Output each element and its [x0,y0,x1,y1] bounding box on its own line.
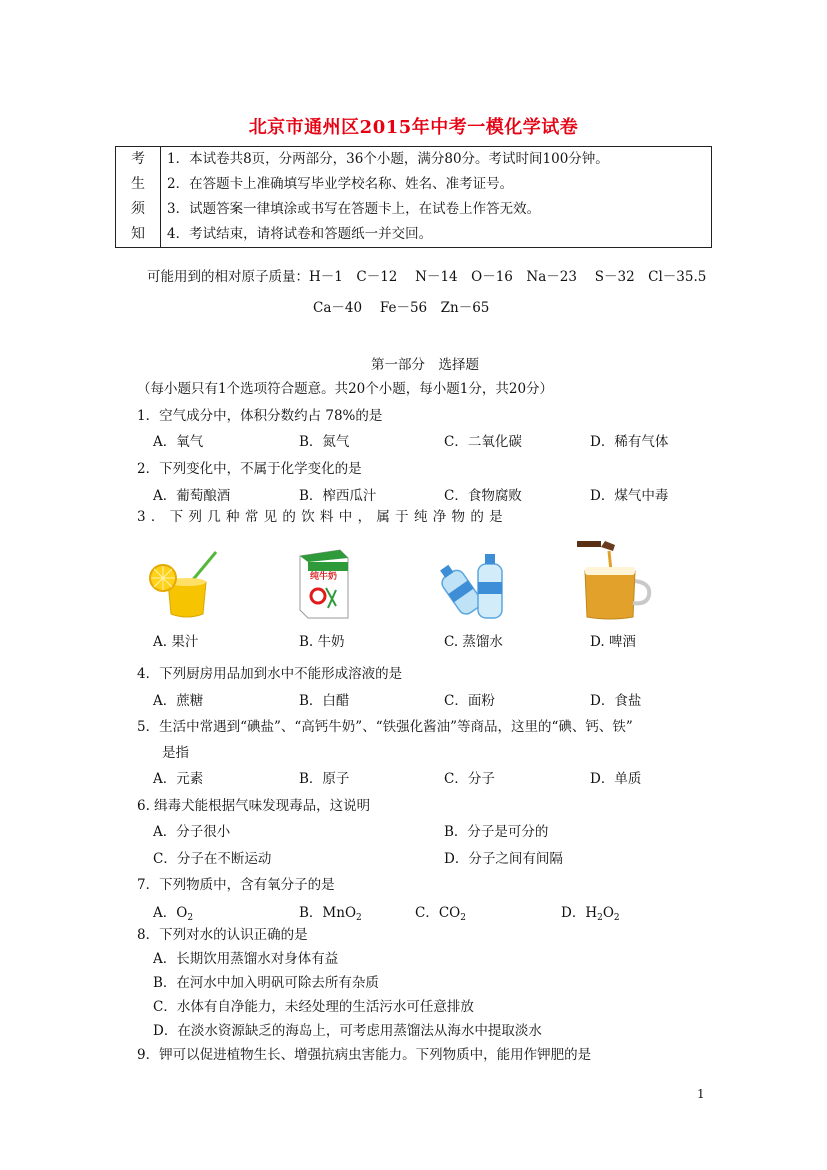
question-4-stem: 4．下列厨房用品加到水中不能形成溶液的是 [137,666,403,682]
q6-option-c[interactable]: C．分子在不断运动 [153,851,272,867]
notice-item: 4．考试结束，请将试卷和答题纸一并交回。 [167,226,433,242]
notice-item: 3．试题答案一律填涂或书写在答题卡上，在试卷上作答无效。 [167,201,541,217]
q5-option-c[interactable]: C．分子 [444,771,495,787]
question-9-stem: 9．钾可以促进植物生长、增强抗病虫害能力。下列物质中，能用作钾肥的是 [137,1047,592,1063]
water-bottles-image [432,548,512,620]
notice-label-char: 生 [131,176,145,192]
page-number: 1 [697,1087,705,1101]
q7-option-d[interactable] [561,901,620,923]
q8-option-c[interactable]: C．水体有自净能力，未经处理的生活污水可任意排放 [153,999,474,1015]
atomic-mass-line-2: Ca－40 Fe－56 Zn－65 [313,300,490,316]
formula-subscript: 2 [597,913,603,923]
question-7-stem: 7．下列物质中，含有氧分子的是 [137,877,335,893]
question-1-stem: 1．空气成分中，体积分数约占 78%的是 [137,408,383,424]
formula-text: A．O [153,905,188,921]
q7-option-b[interactable] [299,901,362,923]
question-6-stem: 6. 缉毒犬能根据气味发现毒品，这说明 [137,798,371,814]
part1-heading: 第一部分 选择题 [371,357,479,373]
q7-option-c[interactable] [415,901,466,923]
milk-carton-image [292,548,356,620]
q6-option-d[interactable]: D．分子之间有间隔 [444,851,563,867]
formula-subscript: 2 [356,913,362,923]
notice-label-char: 须 [131,201,145,217]
notice-label [116,147,161,248]
part1-instruction: （每小题只有1个选项符合题意。共20个小题，每小题1分，共20分） [137,381,554,397]
formula-text: C．CO [415,905,461,921]
q3-option-d[interactable]: D. 啤酒 [590,634,636,650]
formula-text: D．H [561,905,598,921]
q1-option-d[interactable]: D．稀有气体 [590,434,669,450]
q2-option-d[interactable]: D．煤气中毒 [590,488,669,504]
q3-option-c[interactable]: C. 蒸馏水 [444,634,503,650]
q7-option-a[interactable] [153,901,193,923]
q8-option-d[interactable]: D．在淡水资源缺乏的海岛上，可考虑用蒸馏法从海水中提取淡水 [153,1023,542,1039]
q8-option-a[interactable]: A．长期饮用蒸馏水对身体有益 [153,951,339,967]
formula-text: B．MnO [299,905,357,921]
notice-label-char: 知 [131,226,145,242]
beer-mug-image [577,541,657,621]
q2-option-b[interactable]: B．榨西瓜汁 [299,488,377,504]
notice-item: 2．在答题卡上准确填写毕业学校名称、姓名、准考证号。 [167,176,514,192]
question-2-stem: 2．下列变化中，不属于化学变化的是 [137,461,362,477]
formula-subscript: 2 [187,913,194,923]
q4-option-b[interactable]: B．白醋 [299,693,350,709]
formula-text: O [602,905,614,921]
juice-glass-image [146,548,224,620]
q6-option-a[interactable]: A．分子很小 [153,824,231,840]
question-5-stem-cont: 是指 [162,745,189,761]
q6-option-b[interactable]: B．分子是可分的 [444,824,549,840]
formula-subscript: 2 [613,913,620,923]
q8-option-b[interactable]: B．在河水中加入明矾可除去所有杂质 [153,975,379,991]
q5-option-d[interactable]: D．单质 [590,771,642,787]
question-8-stem: 8．下列对水的认识正确的是 [137,927,308,943]
exam-notice-box [115,146,712,248]
question-3-stem: 3 ． 下 列 几 种 常 见 的 饮 料 中 ， 属 于 纯 净 物 的 是 [137,509,504,525]
q2-option-c[interactable]: C．食物腐败 [444,488,522,504]
question-5-stem: 5．生活中常遇到“碘盐”、“高钙牛奶”、“铁强化酱油”等商品，这里的“碘、钙、铁” [137,719,633,735]
q1-option-b[interactable]: B．氮气 [299,434,350,450]
q3-option-b[interactable]: B. 牛奶 [299,634,345,650]
q5-option-a[interactable]: A．元素 [153,771,204,787]
q4-option-d[interactable]: D．食盐 [590,693,642,709]
formula-subscript: 2 [460,913,466,923]
q3-option-a[interactable]: A. 果汁 [153,634,199,650]
notice-items [161,147,712,248]
q1-option-a[interactable]: A．氧气 [153,434,204,450]
atomic-mass-line-1: 可能用到的相对原子质量：H－1 C－12 N－14 O－16 Na－23 S－32 Cl－35.5 [147,269,707,285]
q1-option-c[interactable]: C．二氧化碳 [444,434,522,450]
exam-title: 北京市通州区2015年中考一模化学试卷 [248,117,579,138]
notice-item: 1．本试卷共8页，分两部分，36个小题，满分80分。考试时间100分钟。 [167,151,609,167]
q4-option-c[interactable]: C．面粉 [444,693,495,709]
q2-option-a[interactable]: A．葡萄酿酒 [153,488,231,504]
milk-box-label: 纯牛奶 [310,572,338,582]
q5-option-b[interactable]: B．原子 [299,771,350,787]
q4-option-a[interactable]: A．蔗糖 [153,693,204,709]
notice-label-char: 考 [131,151,145,167]
